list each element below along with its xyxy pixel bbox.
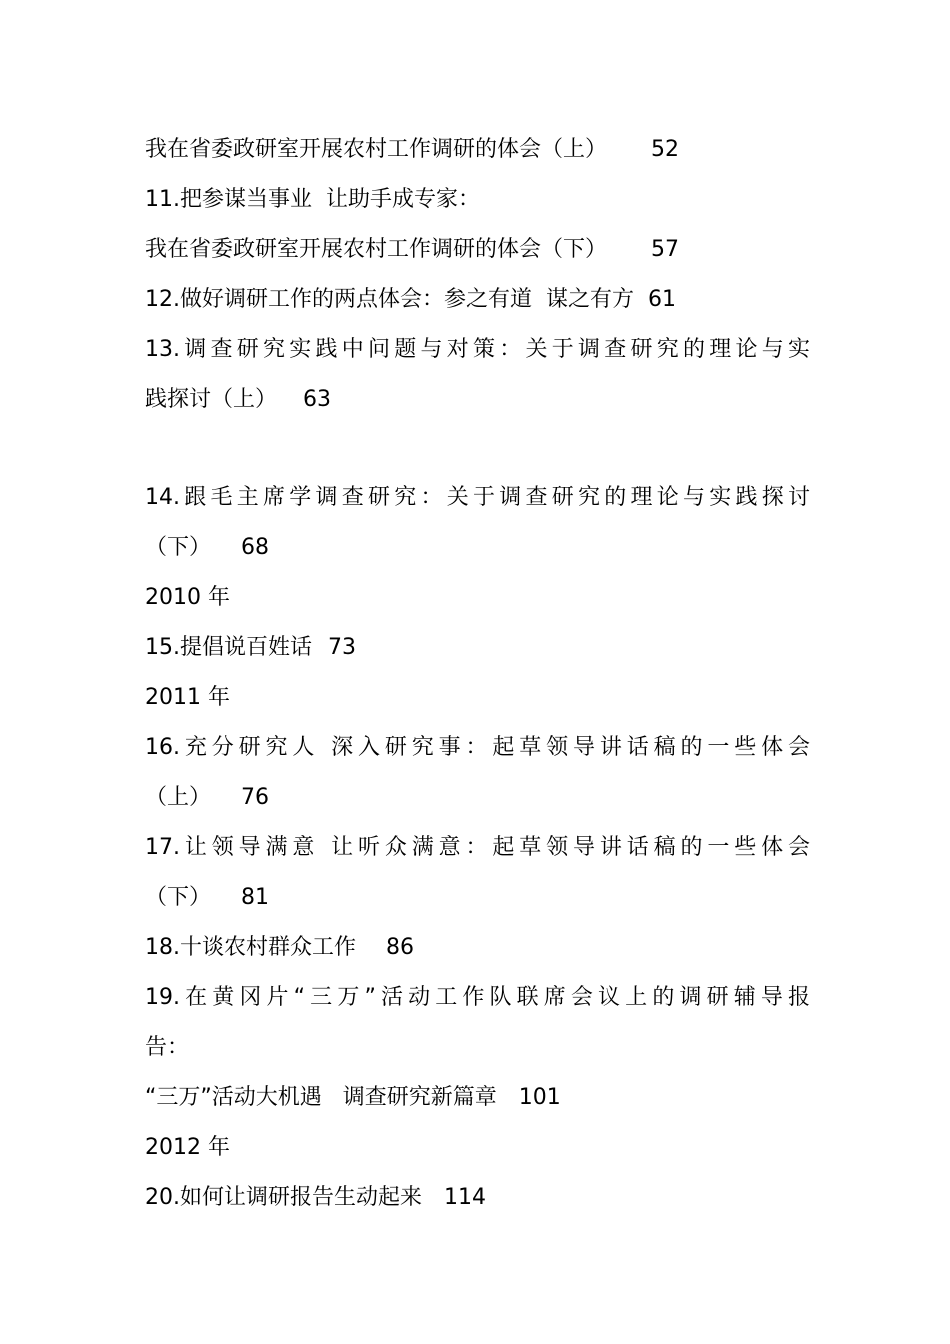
toc-page-number: 114 [444,1185,486,1210]
toc-entry-text: 14.跟毛主席学调查研究：关于调查研究的理论与实践探讨 [145,485,810,510]
toc-entry-text: 践探讨（上） [145,387,278,412]
toc-entry-text: （上） [145,785,212,810]
toc-entry-text: 19.在黄冈片“三万”活动工作队联席会议上的调研辅导报 [145,985,810,1010]
table-of-contents [145,125,810,1223]
paragraph-gap [145,425,810,473]
toc-page-number: 68 [241,535,270,560]
toc-page-number: 73 [328,635,356,660]
toc-entry [145,375,810,425]
year-heading-text: 2011 年 [145,685,230,710]
toc-entry [145,125,810,175]
toc-page-number: 86 [386,935,414,960]
toc-page-number: 63 [303,387,332,412]
toc-entry-text: 12.做好调研工作的两点体会：参之有道 谋之有方 [145,287,634,312]
toc-entry [145,175,810,225]
toc-page-number: 81 [241,885,270,910]
toc-entry-text: 告： [145,1035,190,1060]
toc-entry [145,275,810,325]
year-heading-text: 2012 年 [145,1135,230,1160]
toc-entry [145,923,810,973]
toc-entry-text: 我在省委政研室开展农村工作调研的体会（下） [145,237,608,262]
toc-entry [145,773,810,823]
toc-entry-text: 15.提倡说百姓话 [145,635,312,660]
toc-entry [145,1173,810,1223]
toc-entry-text: 16.充分研究人 深入研究事：起草领导讲话稿的一些体会 [145,735,810,760]
toc-entry [145,623,810,673]
toc-entry-text: （下） [145,535,212,560]
toc-entry [145,973,810,1023]
toc-page-number: 57 [651,237,680,262]
toc-page-number: 101 [518,1085,561,1110]
toc-entry [145,473,810,523]
toc-entry [145,523,810,573]
toc-entry-text: （下） [145,885,212,910]
toc-entry [145,823,810,873]
toc-entry [145,723,810,773]
toc-entry [145,1073,810,1123]
toc-entry [145,325,810,375]
year-heading-text: 2010 年 [145,585,230,610]
toc-entry [145,225,810,275]
toc-page-number: 76 [241,785,270,810]
toc-page-number: 61 [647,287,676,312]
toc-entry-text: 11.把参谋当事业 让助手成专家： [145,187,480,212]
toc-entry-text: 20.如何让调研报告生动起来 [145,1185,422,1210]
toc-page-number: 52 [651,137,680,162]
toc-entry-text: 17.让领导满意 让听众满意：起草领导讲话稿的一些体会 [145,835,810,860]
toc-entry-text: “三万”活动大机遇 调查研究新篇章 [145,1085,497,1110]
toc-entry [145,873,810,923]
year-heading [145,573,810,623]
toc-entry-text: 18.十谈农村群众工作 [145,935,356,960]
toc-entry [145,1023,810,1073]
toc-entry-text: 13.调查研究实践中问题与对策：关于调查研究的理论与实 [145,337,810,362]
toc-entry-text: 我在省委政研室开展农村工作调研的体会（上） [145,137,608,162]
year-heading [145,673,810,723]
year-heading [145,1123,810,1173]
